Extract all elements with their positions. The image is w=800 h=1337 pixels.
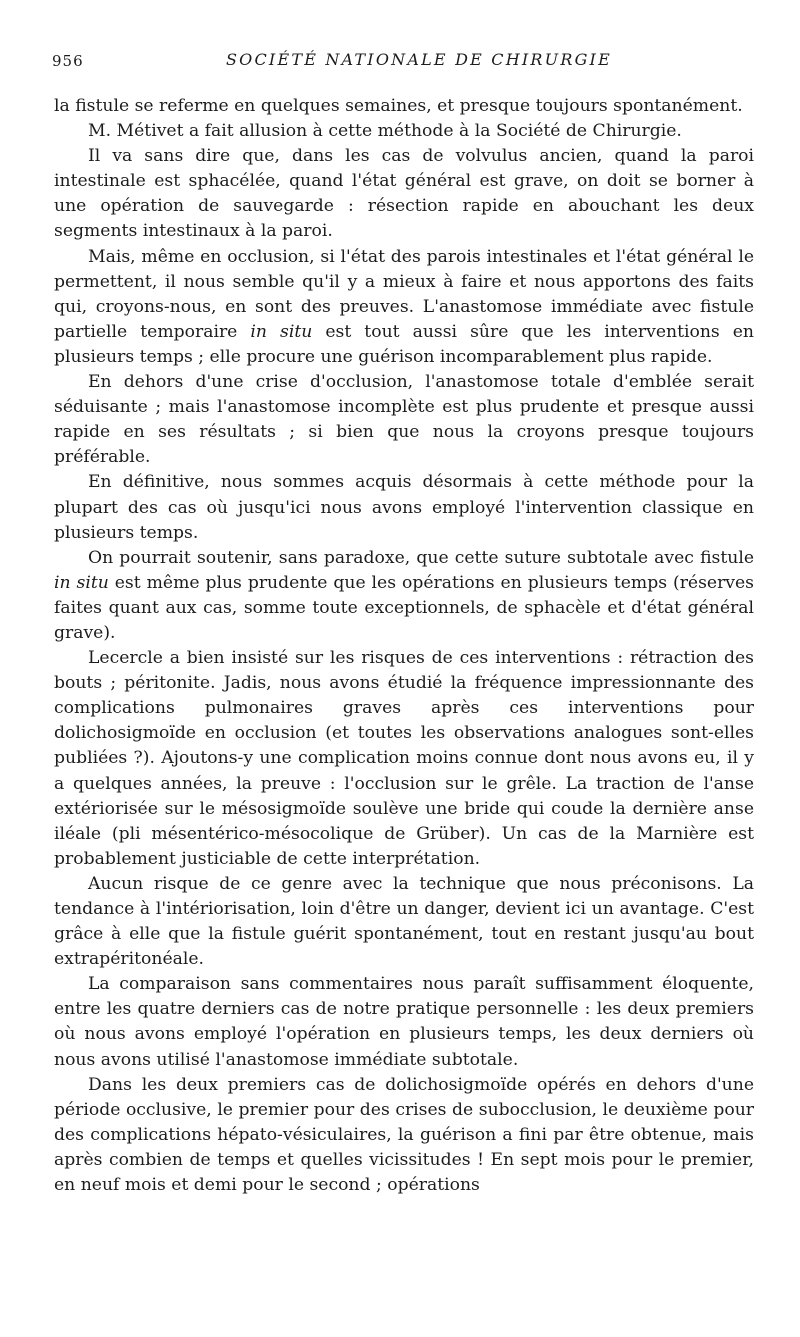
paragraph: Dans les deux premiers cas de dolichosigmoïde opérés en dehors d'une période occlusive, le premier pour des crises de subocclusion, le deuxième pour des complications hépato-vésiculaires, la guérison a fini par être obtenue, mais après combien de temps et quelles vicissitudes ! En sept mois pour le premier, en neuf mois et demi pour le second ; opérations [54,1074,754,1196]
italic-term: in situ [250,321,313,342]
paragraph [54,546,754,646]
text-run: est tout aussi sûre que les interventions en plusieurs temps ; elle procure une guérison incomparablement plus rapide. [54,321,755,367]
document-page [54,48,754,1198]
italic-term: in situ [54,572,109,593]
paragraph: En dehors d'une crise d'occlusion, l'anastomose totale d'emblée serait séduisante ; mais l'anastomose incomplète est plus prudente et presque aussi rapide en ses résultats ; si bien que nous la croyons presque toujours préférable. [54,372,754,468]
paragraph: M. Métivet a fait allusion à cette méthode à la Société de Chirurgie. [88,121,682,142]
paragraph: La comparaison sans commentaires nous paraît suffisamment éloquente, entre les quatre derniers cas de notre pratique personnelle : les deux premiers où nous avons employé l'opération en plusieurs temps, les deux derniers où nous avons utilisé l'anastomose immédiate subtotale. [54,974,754,1070]
text-run: On pourrait soutenir, sans paradoxe, que cette suture subtotale avec fistule [88,547,754,568]
paragraph [54,245,754,370]
paragraph: Lecercle a bien insisté sur les risques de ces interventions : rétraction des bouts ; péritonite. Jadis, nous avons étudié la fréquence impressionnante des complications pulmonaires graves après ces interventions pour dolichosigmoïde en occlusion (et toutes les observations analogues sont-elles publiées ?). Ajoutons-y une complication moins connue dont nous avons eu, il y a quelques années, la preuve : l'occlusion sur le grêle. La traction de l'anse extériorisée sur le mésosigmoïde soulève une bride qui coude la dernière anse iléale (pli mésentérico-mésocolique de Grüber). Un cas de la Marnière est probablement justiciable de cette interprétation. [54,648,754,869]
page-header [54,48,754,78]
running-title: SOCIÉTÉ NATIONALE DE CHIRURGIE [226,50,612,69]
paragraph: la fistule se referme en quelques semaines, et presque toujours spontanément. [54,96,743,116]
text-run: Mais, même en occlusion, si l'état des parois intestinales et l'état général le permettent, il nous semble qu'il y a mieux à faire et nous apportons des faits qui, croyons-nous, en sont des preuves. L'anastomose immédiate avec fistule partielle temporaire [54,246,754,342]
page-number: 956 [52,52,84,70]
paragraph: En définitive, nous sommes acquis désormais à cette méthode pour la plupart des cas où jusqu'ici nous avons employé l'intervention classique en plusieurs temps. [54,472,754,543]
body-text [54,94,754,1198]
text-run: est même plus prudente que les opérations en plusieurs temps (réserves faites quant aux cas, somme toute exceptionnels, de sphacèle et d'état général grave). [54,572,754,643]
paragraph: Il va sans dire que, dans les cas de volvulus ancien, quand la paroi intestinale est sphacélée, quand l'état général est grave, on doit se borner à une opération de sauvegarde : résection rapide en abouchant les deux segments intestinaux à la paroi. [54,146,754,242]
paragraph: Aucun risque de ce genre avec la technique que nous préconisons. La tendance à l'intériorisation, loin d'être un danger, devient ici un avantage. C'est grâce à elle que la fistule guérit spontanément, tout en restant jusqu'au bout extrapéritonéale. [54,873,754,970]
